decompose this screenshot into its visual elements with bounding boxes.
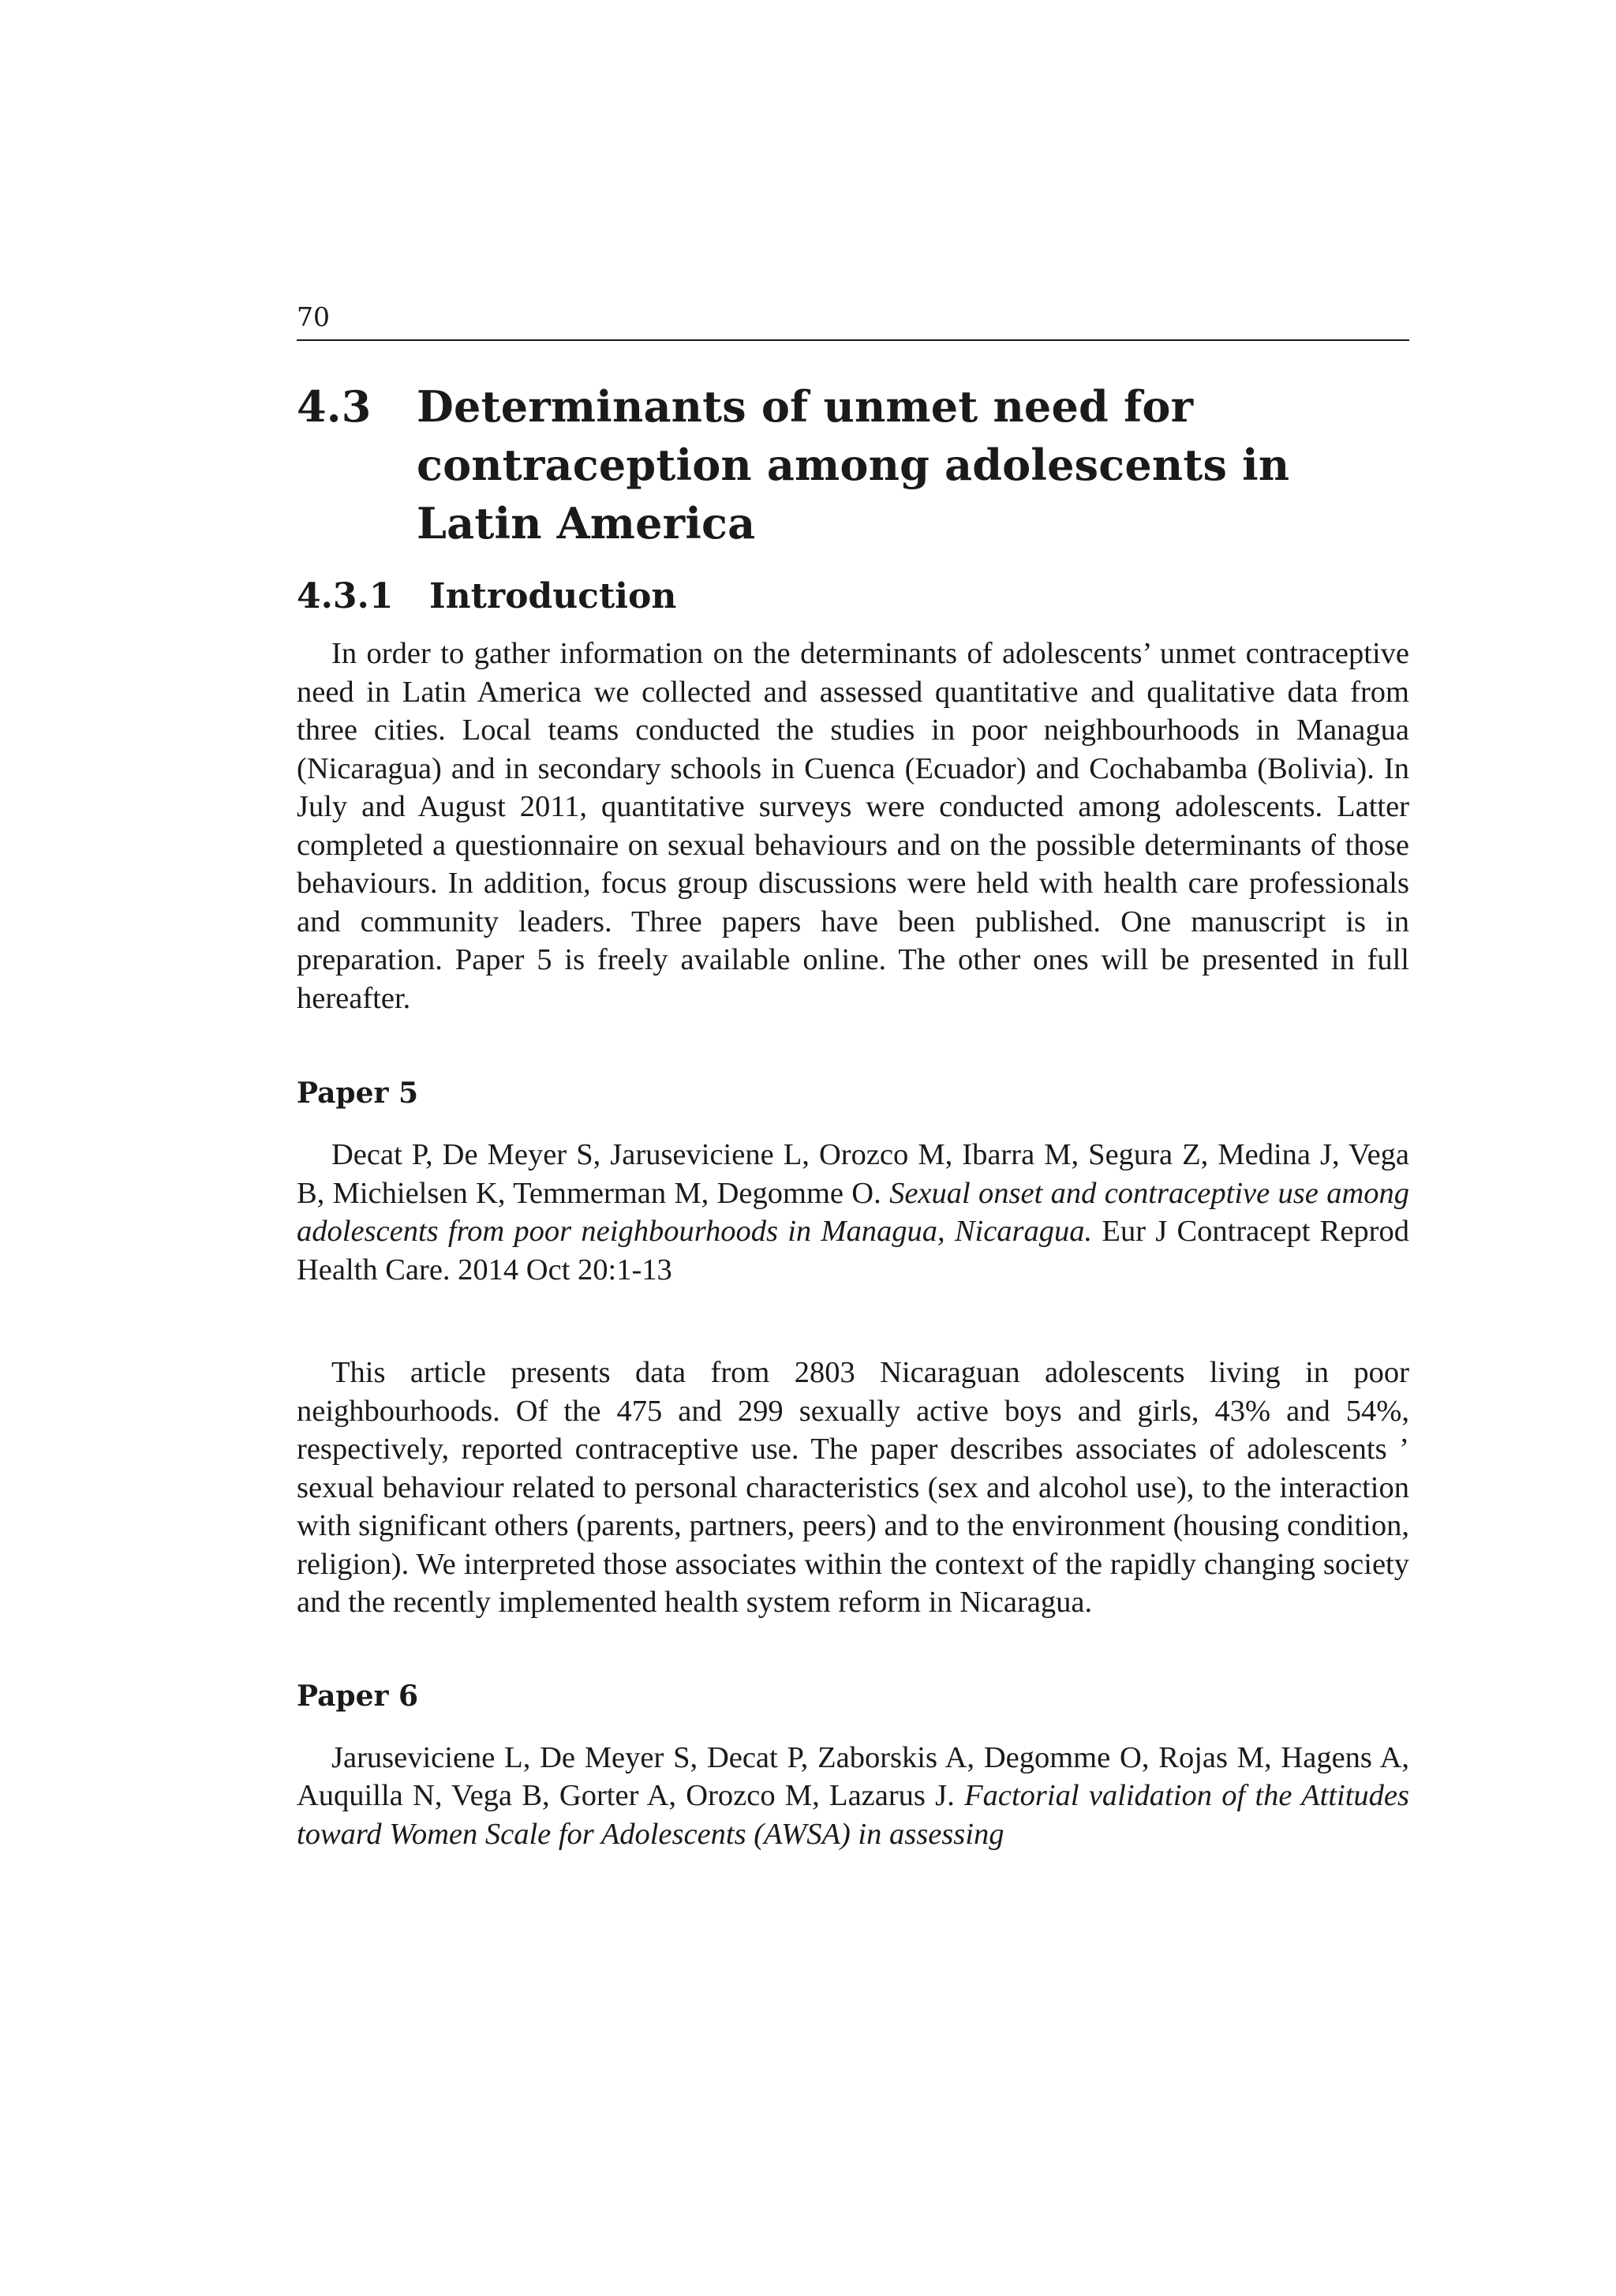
subsection-heading (297, 573, 1409, 620)
document-page (297, 300, 1409, 1853)
paper-6-authors: Jaruseviciene L, De Meyer S, Decat P, Zaborskis A, Degomme O, Rojas M, Hagens A, Auquilla N, Vega B, Gorter A, Orozco M, Lazarus J. (297, 1740, 1409, 1812)
paper-5-summary: This article presents data from 2803 Nicaraguan adolescents living in poor neighbourhoods. Of the 475 and 299 sexually active boys and girls, 43% and 54%, respectively, reported contraceptive use. The paper describes associates of adolescents ’ sexual behaviour related to personal characteristics (sex and alcohol use), to the interaction with significant others (parents, partners, peers) and to the environment (housing condition, religion). We interpreted those associates within the context of the rapidly changing society and the recently implemented health system reform in Nicaragua. (297, 1356, 1409, 1619)
section-heading (297, 377, 1409, 552)
paper-5-source: Eur J Contracept Reprod Health Care. 2014 Oct 20:1-13 (297, 1215, 1409, 1287)
subsection-title: Introduction (429, 576, 677, 616)
paper-5-authors: Decat P, De Meyer S, Jaruseviciene L, Orozco M, Ibarra M, Segura Z, Medina J, Vega B, Michielsen K, Temmerman M, Degomme O. (297, 1138, 1409, 1210)
paper-5-label: Paper 5 (297, 1077, 419, 1110)
subsection-number: 4.3.1 (297, 576, 394, 616)
paper-6-title: Factorial validation of the Attitudes toward Women Scale for Adolescents (AWSA) in assessing (297, 1779, 1409, 1851)
paper-5-title: Sexual onset and contraceptive use among adolescents from poor neighbourhoods in Managua, Nicaragua. (297, 1176, 1409, 1248)
paper-6-label: Paper 6 (297, 1679, 419, 1713)
section-title: Determinants of unmet need for contraception among adolescents in Latin America (417, 381, 1290, 549)
paper-6-citation (297, 1739, 1409, 1854)
page-number: 70 (297, 300, 1409, 341)
section-number: 4.3 (297, 381, 372, 432)
paper-5-citation (297, 1136, 1409, 1289)
intro-paragraph: In order to gather information on the determinants of adolescents’ unmet contraceptive need in Latin America we collected and assessed quantitative and qualitative data from three cities. Local teams conducted the studies in poor neighbourhoods in Managua (Nicaragua) and in secondary schools in Cuenca (Ecuador) and Cochabamba (Bolivia). In July and August 2011, quantitative surveys were conducted among adolescents. Latter completed a questionnaire on sexual behaviours and on the possible determinants of those behaviours. In addition, focus group discussions were held with health care professionals and community leaders. Three papers have been published. One manuscript is in preparation. Paper 5 is freely available online. The other ones will be presented in full hereafter. (297, 637, 1409, 1015)
